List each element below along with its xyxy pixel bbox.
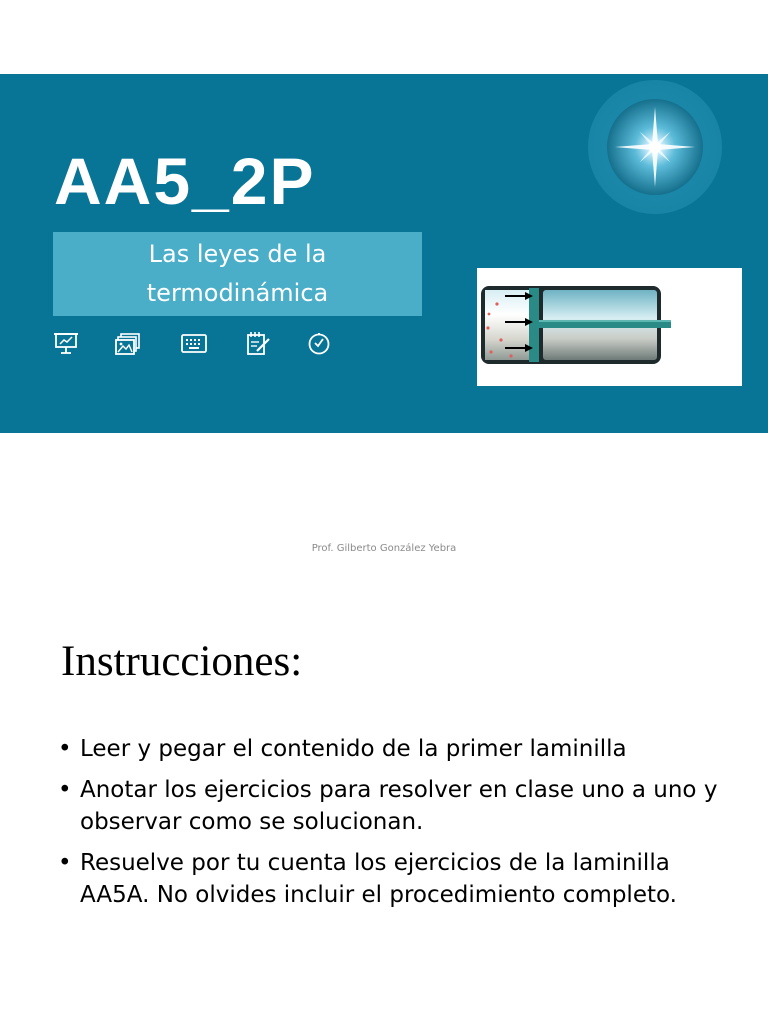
presentation-icon[interactable] xyxy=(54,332,80,356)
clock-icon[interactable] xyxy=(307,332,333,356)
bullet-dot: • xyxy=(58,850,72,876)
starburst-core xyxy=(607,99,703,195)
list-item-text: Anotar los ejercicios para resolver en clase uno a uno y observar como se solucionan. xyxy=(80,777,718,835)
subtitle-box xyxy=(53,232,422,316)
instructions-list xyxy=(58,733,718,920)
piston-cylinder-illustration xyxy=(477,268,742,386)
starburst-decoration xyxy=(588,80,722,214)
keyboard-icon[interactable] xyxy=(181,332,207,356)
toolbar-icons xyxy=(54,332,344,358)
list-item-text: Leer y pegar el contenido de la primer laminilla xyxy=(80,736,627,762)
author-credit: Prof. Gilberto González Yebra xyxy=(311,543,457,554)
list-item-text: Resuelve por tu cuenta los ejercicios de la laminilla AA5A. No olvides incluir el procedimiento completo. xyxy=(80,850,677,908)
list-item xyxy=(58,774,718,838)
notes-icon[interactable] xyxy=(245,332,271,356)
slide-subtitle: Las leyes de la termodinámica xyxy=(146,240,329,307)
bullet-dot: • xyxy=(58,736,72,762)
list-item xyxy=(58,847,718,911)
image-gallery-icon[interactable] xyxy=(115,332,141,356)
bullet-dot: • xyxy=(58,777,72,803)
sparkle-icon xyxy=(607,99,703,195)
slide-title: AA5_2P xyxy=(54,144,316,218)
instructions-heading: Instrucciones: xyxy=(61,638,303,685)
piston-cylinder-figure xyxy=(477,268,742,386)
list-item xyxy=(58,733,718,765)
